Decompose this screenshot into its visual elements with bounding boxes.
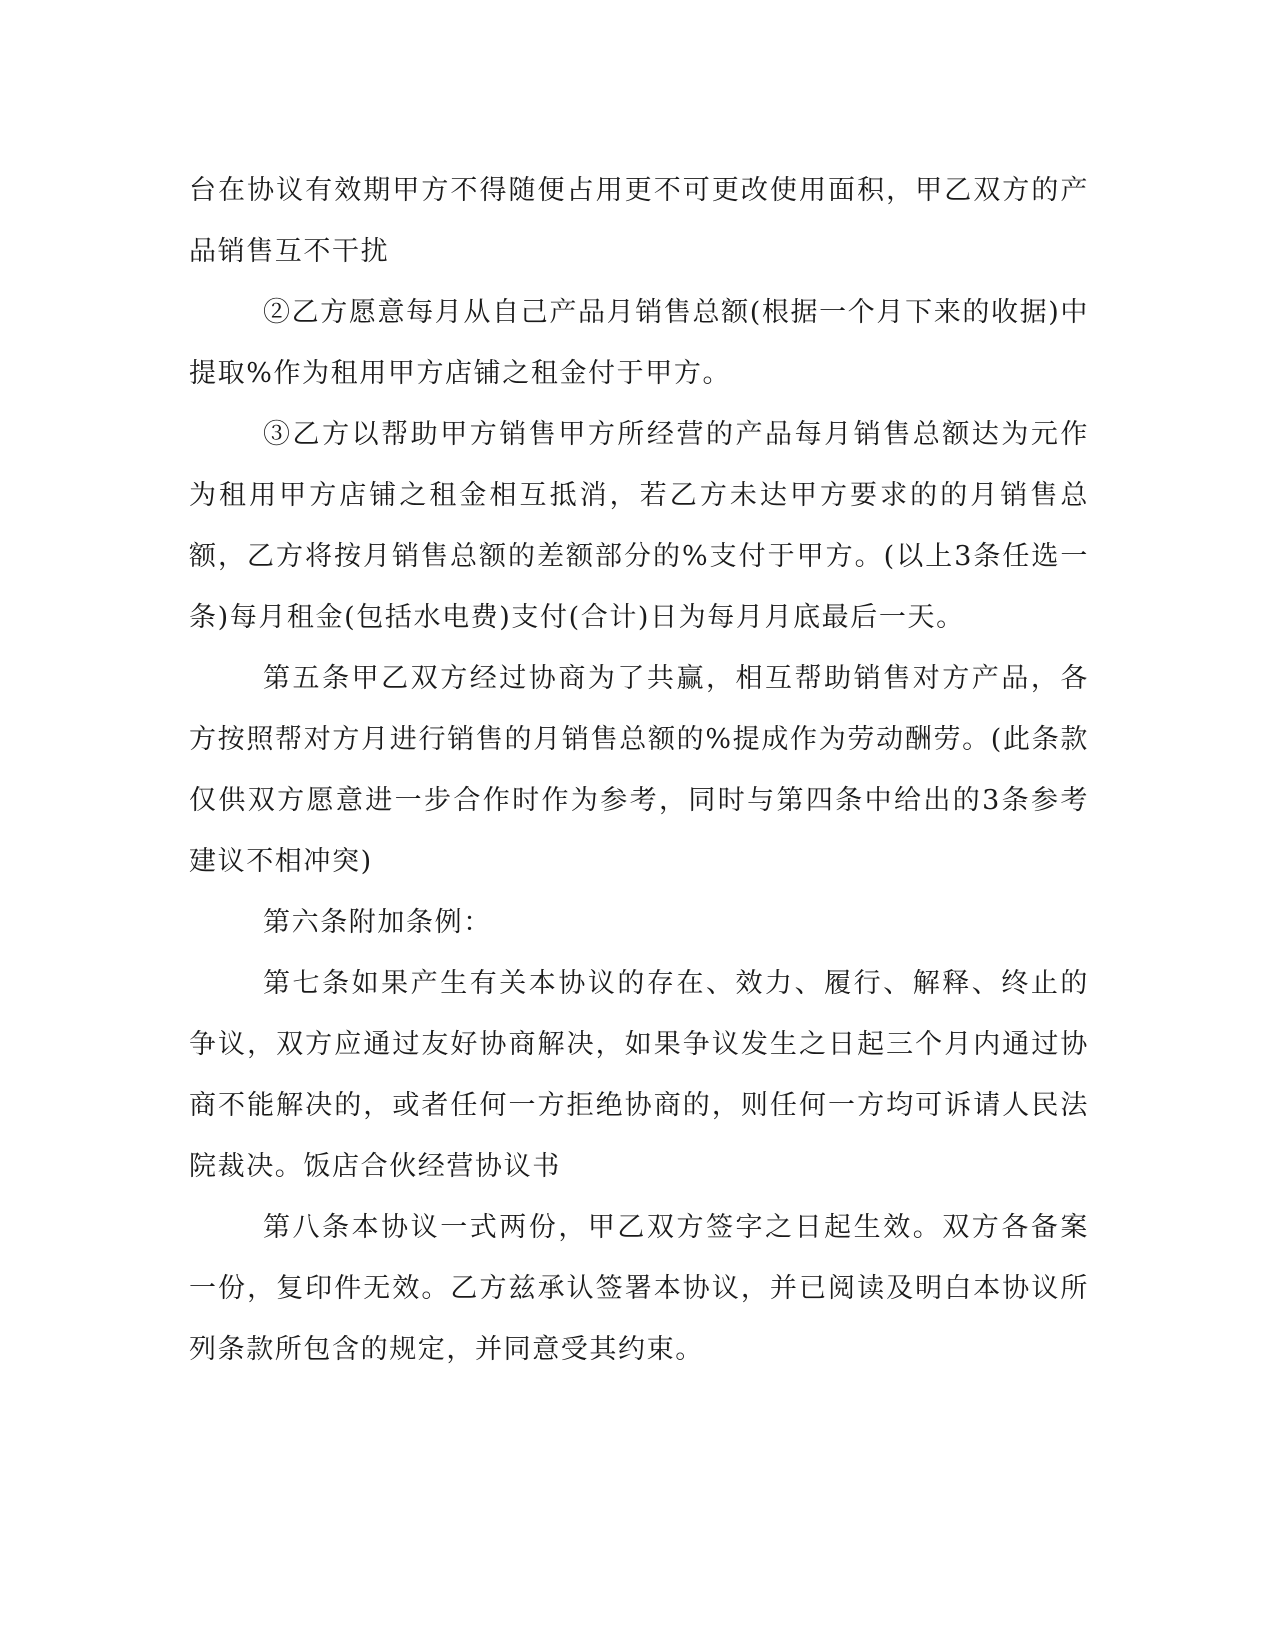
document-body: [189, 160, 1089, 1380]
paragraph-article-6: 第六条附加条例：: [263, 907, 492, 938]
paragraph-option-2: ②乙方愿意每月从自己产品月销售总额(根据一个月下来的收据)中提取%作为租用甲方店铺之租金付于甲方。: [189, 297, 1089, 389]
paragraph-article-8: 第八条本协议一式两份，甲乙双方签字之日起生效。双方各备案一份，复印件无效。乙方兹承认签署本协议，并已阅读及明白本协议所列条款所包含的规定，并同意受其约束。: [189, 1212, 1089, 1365]
paragraph-article-5: 第五条甲乙双方经过协商为了共赢，相互帮助销售对方产品，各方按照帮对方月进行销售的月销售总额的%提成作为劳动酬劳。(此条款仅供双方愿意进一步合作时作为参考，同时与第四条中给出的3条参考建议不相冲突): [189, 663, 1089, 877]
paragraph-continuation: 台在协议有效期甲方不得随便占用更不可更改使用面积，甲乙双方的产品销售互不干扰: [189, 175, 1089, 267]
paragraph-option-3: ③乙方以帮助甲方销售甲方所经营的产品每月销售总额达为元作为租用甲方店铺之租金相互抵消，若乙方未达甲方要求的的月销售总额，乙方将按月销售总额的差额部分的%支付于甲方。(以上3条任选一条)每月租金(包括水电费)支付(合计)日为每月月底最后一天。: [189, 419, 1089, 633]
paragraph-article-7: 第七条如果产生有关本协议的存在、效力、履行、解释、终止的争议，双方应通过友好协商解决，如果争议发生之日起三个月内通过协商不能解决的，或者任何一方拒绝协商的，则任何一方均可诉请人民法院裁决。饭店合伙经营协议书: [189, 968, 1089, 1182]
